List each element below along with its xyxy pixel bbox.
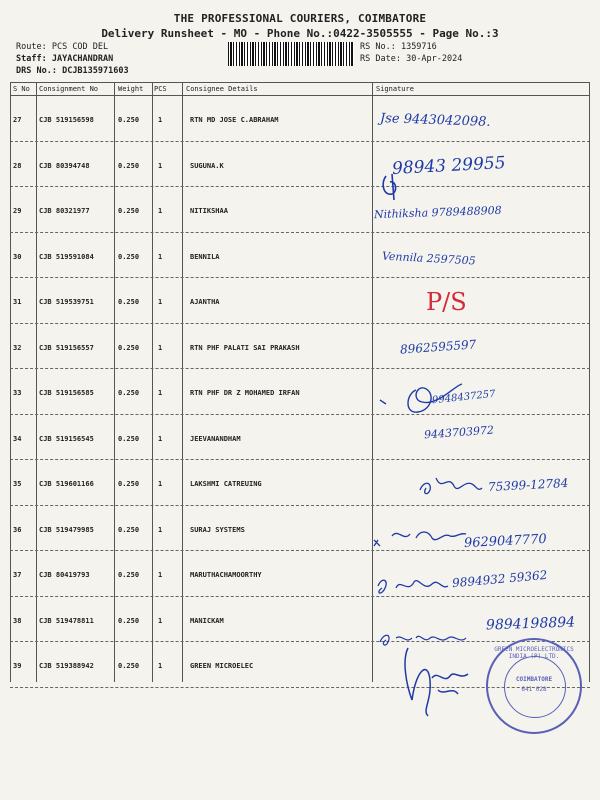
row-consignee: JEEVANANDHAM	[190, 434, 241, 443]
row-consignee: MANICKAM	[190, 616, 224, 625]
row-pcs: 1	[158, 252, 163, 261]
row-weight: 0.250	[118, 389, 140, 397]
row-pcs: 1	[158, 434, 163, 443]
row-consignee: SUGUNA.K	[190, 161, 224, 170]
row-sno: 31	[13, 298, 22, 306]
rs-date-value: 30-Apr-2024	[406, 54, 463, 64]
row-consignment-no: CJB 519156598	[39, 116, 94, 124]
rs-date-line	[360, 54, 462, 64]
row-consignment-no: CJB 519591084	[39, 252, 94, 261]
row-pcs: 1	[158, 116, 163, 124]
table-row	[10, 369, 590, 415]
row-consignment-no: CJB 519478811	[39, 616, 94, 625]
signature-row-34: 9443703972	[423, 423, 495, 442]
header-consignment: Consignment No	[39, 85, 99, 93]
row-consignee: LAKSHMI CATREUING	[190, 480, 262, 488]
row-consignee: RTN PHF PALATI SAI PRAKASH	[190, 343, 300, 352]
row-pcs: 1	[158, 571, 163, 579]
drs-line	[16, 66, 129, 76]
row-weight: 0.250	[118, 252, 140, 261]
row-weight: 0.250	[118, 434, 140, 443]
row-sno: 34	[13, 434, 22, 443]
row-weight: 0.250	[118, 480, 140, 488]
signature-row-31: P/S	[426, 288, 467, 316]
signature-scribble-33	[376, 380, 466, 422]
drs-value: DCJB135971603	[62, 66, 129, 76]
signature-scribble-39	[398, 640, 488, 720]
row-consignment-no: CJB 519156585	[39, 389, 94, 397]
row-pcs: 1	[158, 616, 163, 625]
row-pcs: 1	[158, 343, 163, 352]
row-weight: 0.250	[118, 343, 140, 352]
table-row	[10, 233, 590, 279]
rs-no-value: 1359716	[400, 42, 437, 52]
drs-label: DRS No.:	[16, 66, 57, 76]
row-pcs: 1	[158, 662, 163, 670]
row-consignee: GREEN MICROELEC	[190, 662, 254, 670]
table-row	[10, 96, 590, 142]
company-stamp	[486, 638, 582, 734]
route-value: PCS COD DEL	[51, 42, 109, 52]
signature-row-36: 9629047770	[463, 531, 548, 552]
signature-row-28: 98943 29955	[391, 153, 507, 179]
row-sno: 38	[13, 616, 22, 625]
row-consignee: BENNILA	[190, 252, 220, 261]
row-consignee: AJANTHA	[190, 298, 220, 306]
table-top-border	[10, 82, 590, 83]
table-row	[10, 278, 590, 324]
row-weight: 0.250	[118, 207, 140, 215]
row-consignment-no: CJB 80419793	[39, 571, 90, 579]
row-sno: 36	[13, 525, 22, 534]
row-weight: 0.250	[118, 571, 140, 579]
signature-row-37: 9894932 59362	[451, 567, 548, 591]
row-consignment-no: CJB 519539751	[39, 298, 94, 306]
signature-row-32: 8962595597	[399, 337, 477, 357]
company-title: THE PROFESSIONAL COURIERS, COIMBATORE	[173, 12, 427, 25]
signature-row-35: 75399-12784	[487, 475, 569, 495]
row-weight: 0.250	[118, 298, 140, 306]
stamp-ring-text: GREEN MICROELECTRONICS INDIA (P) LTD.	[494, 646, 574, 660]
signature-row-30: Vennila 2597505	[381, 249, 476, 268]
row-sno: 29	[13, 207, 22, 215]
row-consignment-no: CJB 519156557	[39, 343, 94, 352]
row-pcs: 1	[158, 480, 163, 488]
header-weight: Weight	[118, 85, 144, 93]
stamp-pin: 641 028	[521, 686, 547, 693]
row-consignee: RTN MD JOSE C.ABRAHAM	[190, 116, 279, 124]
row-sno: 28	[13, 161, 22, 170]
row-sno: 37	[13, 571, 22, 579]
row-consignment-no: CJB 519156545	[39, 434, 94, 443]
row-pcs: 1	[158, 298, 163, 306]
signature-scribble-36	[370, 520, 470, 554]
header-pcs: PCS	[154, 85, 167, 93]
row-pcs: 1	[158, 389, 163, 397]
row-consignment-no: CJB 519479985	[39, 525, 94, 534]
row-consignment-no: CJB 80321977	[39, 207, 90, 215]
row-weight: 0.250	[118, 662, 140, 670]
table-row	[10, 324, 590, 370]
row-weight: 0.250	[118, 116, 140, 124]
staff-value: JAYACHANDRAN	[51, 54, 114, 64]
signature-row-33: 9948437257	[431, 388, 497, 407]
route-label: Route:	[16, 42, 47, 52]
rs-no-line	[360, 42, 437, 52]
header-consignee: Consignee Details	[186, 85, 258, 93]
rs-no-label: RS No.:	[360, 42, 396, 52]
row-sno: 30	[13, 252, 22, 261]
row-consignee: RTN PHF DR Z MOHAMED IRFAN	[190, 389, 300, 397]
staff-label: Staff:	[16, 54, 47, 64]
table-row	[10, 415, 590, 461]
signature-scribble-28	[378, 172, 418, 202]
row-consignment-no: CJB 80394748	[39, 161, 90, 170]
barcode	[228, 42, 354, 66]
route-line	[16, 42, 108, 52]
row-pcs: 1	[158, 161, 163, 170]
runsheet-subtitle: Delivery Runsheet - MO - Phone No.:0422-3505555 - Page No.:3	[101, 27, 499, 40]
signature-row-27: Jse 9443042098.	[379, 111, 491, 130]
row-pcs: 1	[158, 207, 163, 215]
row-weight: 0.250	[118, 525, 140, 534]
row-sno: 33	[13, 389, 22, 397]
row-weight: 0.250	[118, 161, 140, 170]
row-sno: 35	[13, 480, 22, 488]
row-sno: 39	[13, 662, 22, 670]
row-consignment-no: CJB 519601166	[39, 480, 94, 488]
row-weight: 0.250	[118, 616, 140, 625]
staff-line	[16, 54, 113, 64]
header-sno: S No	[13, 85, 30, 93]
signature-scribble-35	[416, 470, 486, 502]
row-consignee: SURAJ SYSTEMS	[190, 525, 245, 534]
row-sno: 27	[13, 116, 22, 124]
stamp-city: COIMBATORE	[515, 676, 553, 683]
row-consignee: NITIKSHAA	[190, 207, 228, 215]
header-signature: Signature	[376, 85, 414, 93]
signature-row-38: 9894198894	[485, 614, 576, 634]
signature-scribble-37	[372, 570, 452, 600]
row-consignee: MARUTHACHAMOORTHY	[190, 571, 262, 579]
row-pcs: 1	[158, 525, 163, 534]
rs-date-label: RS Date:	[360, 54, 401, 64]
row-sno: 32	[13, 343, 22, 352]
table-row	[10, 187, 590, 233]
row-consignment-no: CJB 519388942	[39, 662, 94, 670]
signature-row-29: Nithiksha 9789488908	[373, 203, 502, 222]
